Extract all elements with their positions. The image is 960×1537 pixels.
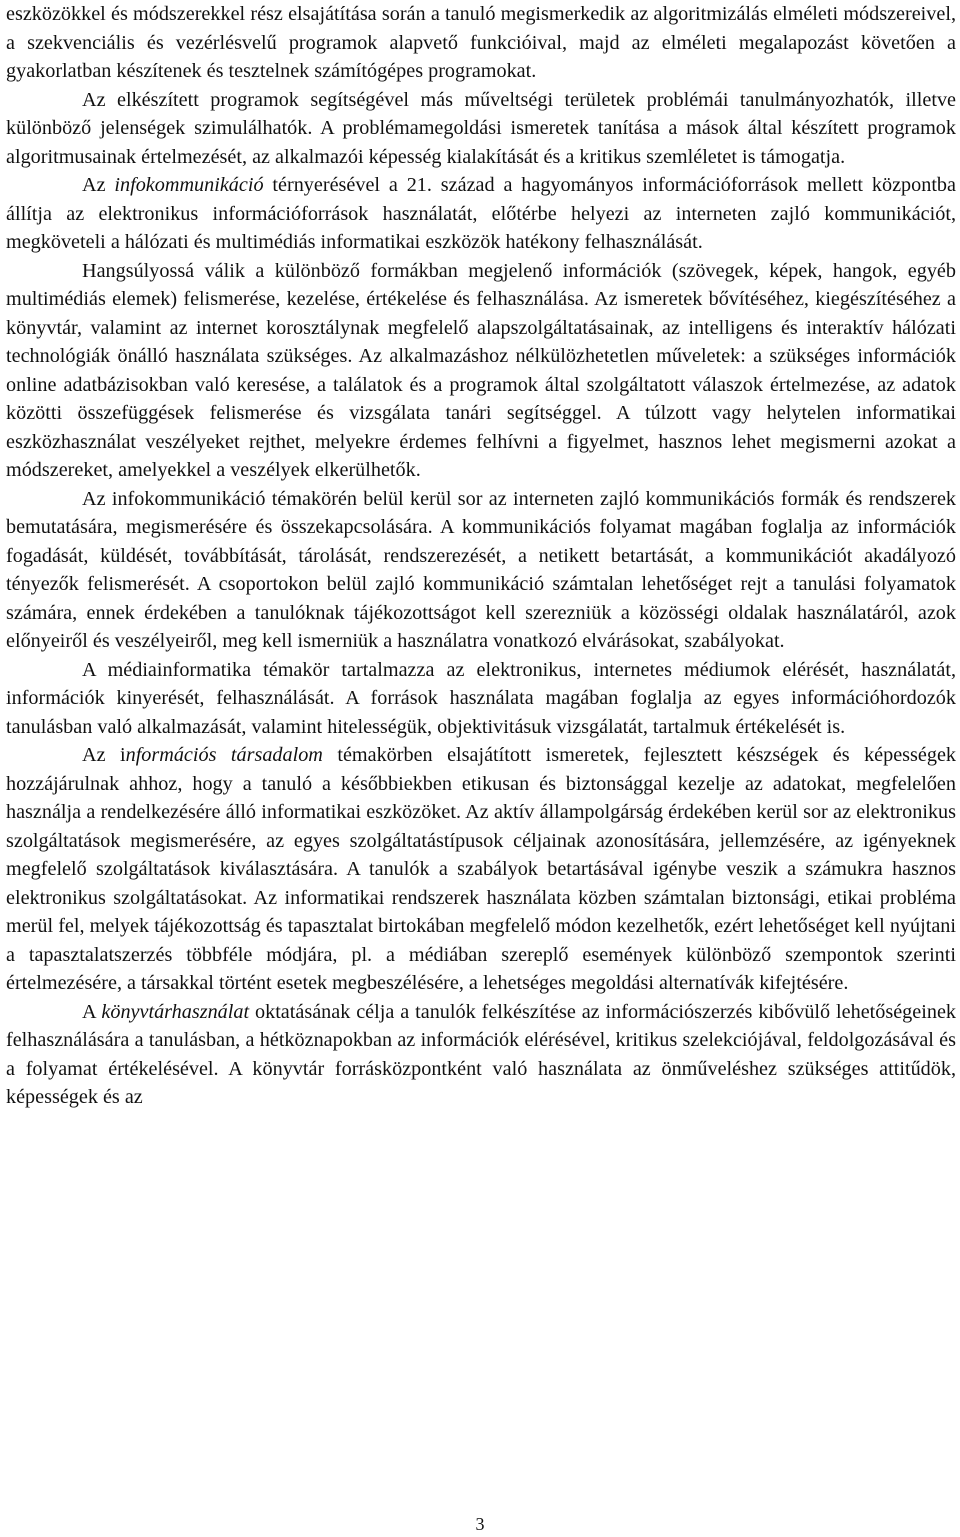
paragraph-5 <box>6 485 956 656</box>
paragraph-2 <box>6 86 956 172</box>
document-page <box>6 0 956 1112</box>
paragraph-3 <box>6 171 956 257</box>
paragraph-3-text-start: Az <box>82 174 115 196</box>
paragraph-7 <box>6 741 956 998</box>
paragraph-7-text-start: Az i <box>82 744 126 766</box>
paragraph-3-italic-term: infokommunikáció <box>114 174 264 196</box>
page-number: 3 <box>475 1514 485 1534</box>
paragraph-7-italic-term: nformációs társadalom <box>125 744 323 766</box>
paragraph-4 <box>6 257 956 485</box>
paragraph-6-text: A médiainformatika témakör tartalmazza az elektronikus, internetes médiumok elérését, használatát, információk kinyerését, felhasználását. A források használata magában foglalja az egyes információhordozók tanulásban való alkalmazását, valamint hitelességük, objektivitásuk vizsgálatát, tartalmuk értékelését is. <box>6 658 956 738</box>
paragraph-3-text-end: térnyerésével a 21. század a hagyományos információforrások mellett központba állítja az elektronikus információforrások használatát, előtérbe helyezi az interneten zajló kommunikációt, megköveteli a hálózati és multimédiás informatikai eszközök hatékony felhasználását. <box>6 174 956 253</box>
paragraph-8-italic-term: könyvtárhasználat <box>101 1000 250 1023</box>
paragraph-8 <box>6 998 956 1112</box>
paragraph-6 <box>6 656 956 742</box>
paragraph-8-text-start: A <box>82 1000 102 1023</box>
paragraph-7-text-end: témakörben elsajátított ismeretek, fejlesztett készségek és képességek hozzájárulnak ahhoz, hogy a tanuló a későbbiekben etikusan és biztonsággal kezelje az adatokat, megfelelően használja a rendelkezésére álló informatikai eszközöket. Az aktív állampolgárság érdekében kerül sor az elektronikus szolgáltatások megismerésére, az egyes szolgáltatástípusok céljainak azonosítására, jellemzésére, az igényeknek megfelelő szolgáltatások kiválasztására. A tanulók a szabályok betartásával igénybe veszik a számukra hasznos elektronikus szolgáltatásokat. Az informatikai rendszerek használata közben számtalan biztonsági, etikai probléma merül fel, melyek tájékozottság és tapasztalat birtokában megfelelő módon kezelhetők, ezért lehetőséget kell nyújtani a tapasztalatszerzés többféle módjára, pl. a médiában szereplő események különböző szempontok szerinti értelmezésére, a társakkal történt esetek megbeszélésére, a lehetséges megoldási alternatívák kifejtésére. <box>6 744 956 994</box>
paragraph-8-text-end: oktatásának célja a tanulók felkészítése az információszerzés kibővülő lehetőségeinek felhasználására a tanulásban, a hétköznapokban az információk elérésével, kritikus szelekciójával, feldolgozásával és a folyamat értékelésével. A könyvtár forrásközpontként való használata az önműveléshez szükséges attitűdök, képességek és az <box>6 1000 956 1108</box>
paragraph-2-text: Az elkészített programok segítségével más műveltségi területek problémái tanulmányozhatók, illetve különböző jelenségek szimulálhatók. A problémamegoldási ismeretek tanítása a mások által készített programok algoritmusainak értelmezését, az alkalmazói képesség kialakítását és a kritikus szemléletet is támogatja. <box>6 88 956 168</box>
paragraph-1 <box>6 0 956 86</box>
paragraph-1-text: eszközökkel és módszerekkel rész elsajátítása során a tanuló megismerkedik az algoritmizálás elméleti módszereivel, a szekvenciális és vezérlésvelű programok alapvető funkcióival, majd az elméleti megalapozást követően a gyakorlatban készítenek és tesztelnek számítógépes programokat. <box>6 3 956 82</box>
paragraph-5-text: Az infokommunikáció témakörén belül kerül sor az interneten zajló kommunikációs formák és rendszerek bemutatására, megismerésére és összekapcsolására. A kommunikációs folyamat magában foglalja az információk fogadását, küldését, továbbítását, tárolását, rendszerezését, a netikett betartását, a kommunikációt akadályozó tényezők felismerését. A csoportokon belül zajló kommunikáció számtalan lehetőséget rejt a tanulási folyamatok számára, ennek érdekében a tanulóknak tájékozottságot kell szerezniük a közösségi oldalak használatáról, azok előnyeiről és veszélyeiről, meg kell ismerniük a használatra vonatkozó elvárásokat, szabályokat. <box>6 487 956 652</box>
paragraph-4-text: Hangsúlyossá válik a különböző formákban megjelenő információk (szövegek, képek, hangok, egyéb multimédiás elemek) felismerése, kezelése, értékelése és felhasználása. Az ismeretek bővítéséhez, kiegészítéséhez a könyvtár, valamint az internet korosztálynak megfelelő alapszolgáltatásainak, az intelligens és interaktív hálózati technológiák önálló használata szükséges. Az alkalmazáshoz nélkülözhetetlen műveletek: a szükséges információk online adatbázisokban való keresése, a találatok és a programok által szolgáltatott válaszok értelmezése, az adatok közötti összefüggések felismerése és vizsgálata tanári segítséggel. A túlzott vagy helytelen informatikai eszközhasználat veszélyeket rejthet, melyekre érdemes felhívni a figyelmet, hasznos lehet megismerni azokat a módszereket, amelyekkel a veszélyek elkerülhetők. <box>6 259 956 481</box>
